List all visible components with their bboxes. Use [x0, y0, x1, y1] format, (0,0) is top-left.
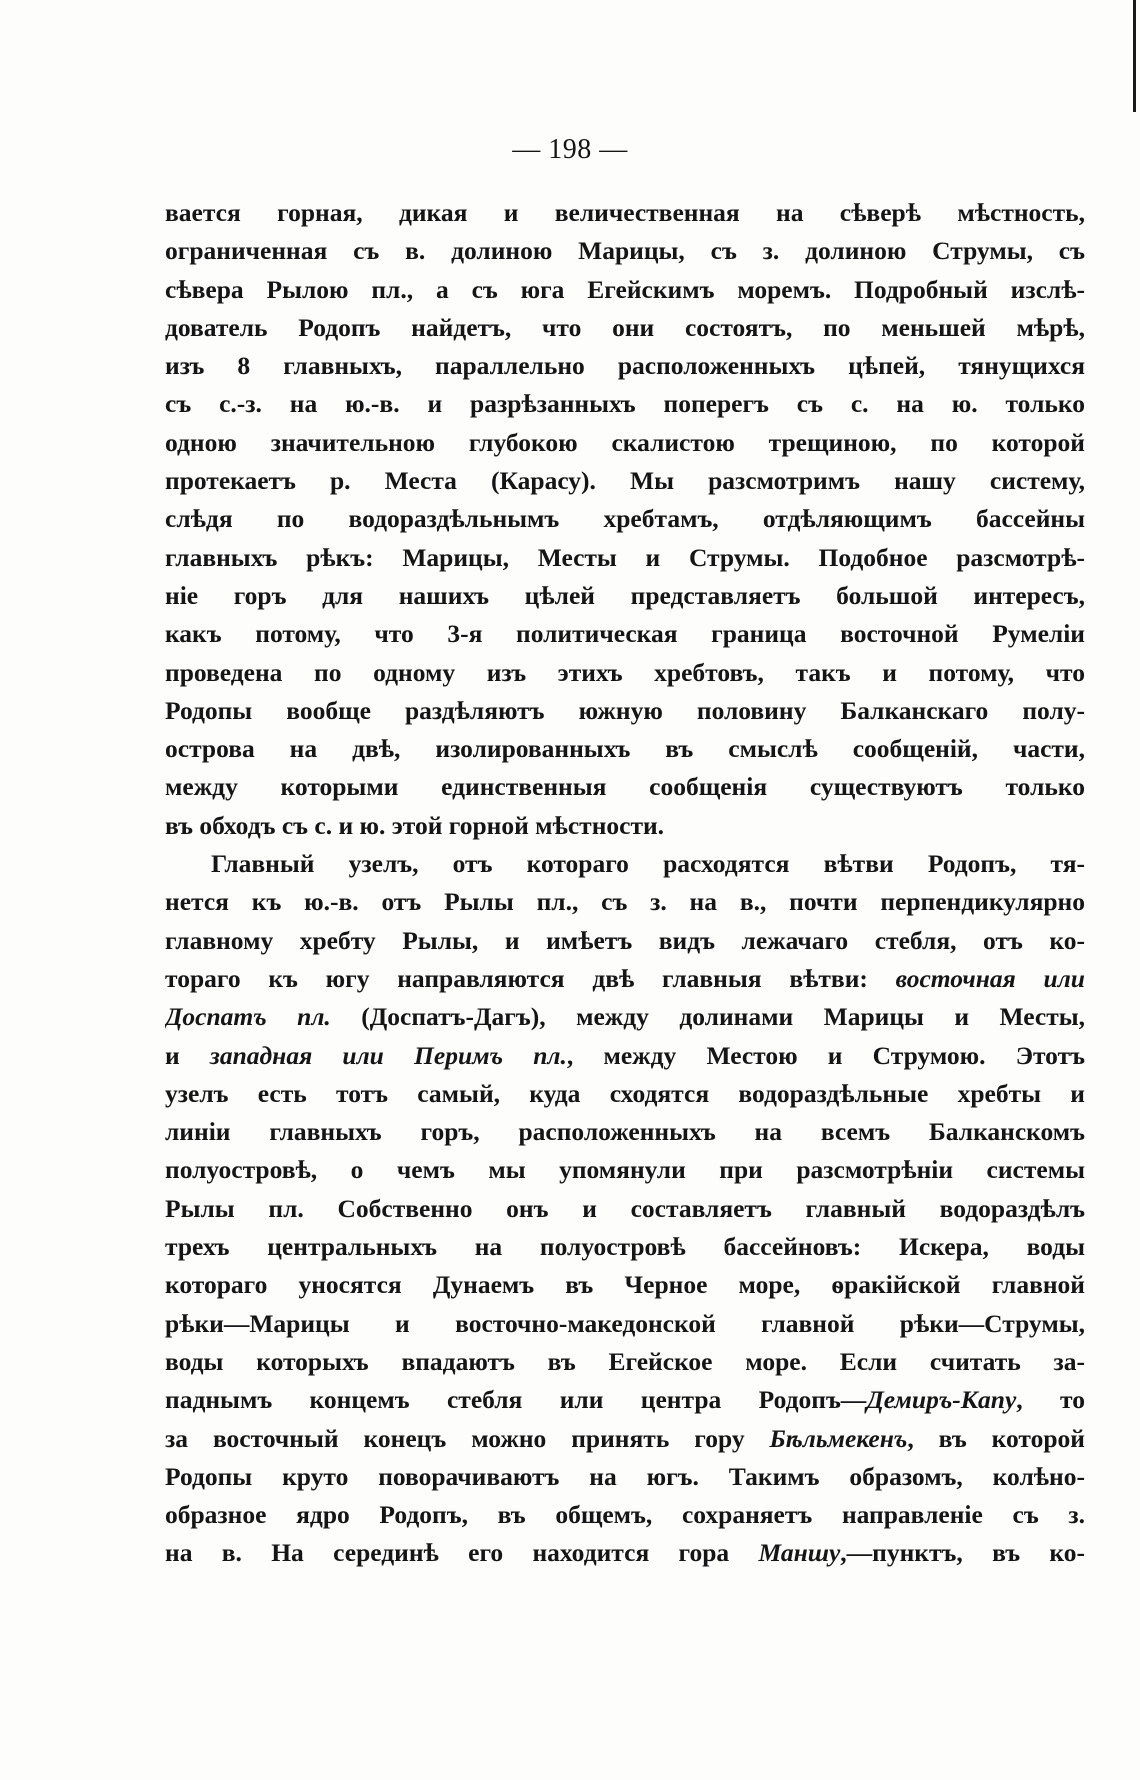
text-line — [165, 1458, 1085, 1496]
text-segment: съ с.-з. на ю.-в. и разрѣзанныхъ поперегъ съ с. на ю. только — [165, 389, 1085, 419]
text-segment: ніе горъ для нашихъ цѣлей представляетъ большой интересъ, — [165, 580, 1085, 610]
text-segment: нется къ ю.-в. отъ Рылы пл., съ з. на в., почти перпендикулярно — [165, 887, 1085, 917]
text-line — [165, 232, 1085, 270]
paragraph — [165, 194, 1085, 845]
text-segment: какъ потому, что 3-я политическая граница восточной Румеліи — [165, 619, 1085, 649]
text-segment: рѣки—Марицы и восточно-македонской главной рѣки—Струмы, — [165, 1308, 1085, 1338]
text-line — [165, 845, 1085, 883]
text-line — [165, 1496, 1085, 1534]
scan-edge-line — [1133, 0, 1136, 112]
text-segment: Родопы круто поворачиваютъ на югъ. Такимъ образомъ, колѣно- — [165, 1461, 1085, 1491]
text-segment: Главный узелъ, отъ котораго расходятся вѣтви Родопъ, тя- — [211, 849, 1085, 879]
text-segment: въ обходъ съ с. и ю. этой горной мѣстности. — [165, 810, 665, 840]
text-segment: (Доспатъ-Дагъ), между долинами Марицы и Месты, — [330, 1002, 1085, 1032]
text-line — [165, 1534, 1085, 1572]
text-segment: , между Местою и Струмою. Этотъ — [566, 1040, 1085, 1070]
text-line — [165, 768, 1085, 806]
text-line — [165, 730, 1085, 768]
text-line — [165, 1151, 1085, 1189]
text-segment: одною значительною глубокою скалистою трещиною, по которой — [165, 427, 1085, 457]
italic-term: Маншу — [758, 1538, 841, 1568]
text-body — [165, 194, 1085, 1573]
text-segment: паднымъ концемъ стебля или центра Родопъ— — [165, 1385, 867, 1415]
text-segment: главныхъ рѣкъ: Марицы, Месты и Струмы. Подобное разсмотрѣ- — [165, 542, 1085, 572]
text-line — [165, 347, 1085, 385]
text-line — [165, 807, 1085, 845]
text-line — [165, 883, 1085, 921]
text-line — [165, 424, 1085, 462]
text-segment: образное ядро Родопъ, въ общемъ, сохраняетъ направленіе съ з. — [165, 1500, 1085, 1530]
text-line — [165, 309, 1085, 347]
text-line — [165, 1113, 1085, 1151]
text-line — [165, 1343, 1085, 1381]
text-segment: ,—пунктъ, въ ко- — [840, 1538, 1085, 1568]
text-segment: протекаетъ р. Места (Карасу). Мы разсмотримъ нашу систему, — [165, 466, 1085, 496]
text-segment: и — [165, 1040, 210, 1070]
text-segment: , то — [1016, 1385, 1085, 1415]
text-line — [165, 462, 1085, 500]
text-segment: , въ которой — [907, 1423, 1085, 1453]
italic-term: западная или Перимъ пл. — [209, 1040, 567, 1070]
text-segment: за восточный конецъ можно принять гору — [165, 1423, 770, 1453]
italic-term: Бѣльмекенъ — [769, 1423, 908, 1453]
text-segment: воды которыхъ впадаютъ въ Егейское море. Если считать за- — [165, 1346, 1085, 1376]
italic-term: восточная или — [895, 963, 1085, 993]
paragraph — [165, 845, 1085, 1573]
text-line — [165, 960, 1085, 998]
text-segment: узелъ есть тотъ самый, куда сходятся водораздѣльные хребты и — [165, 1078, 1085, 1108]
italic-term: Демиръ-Капу — [866, 1385, 1017, 1415]
text-segment: котораго уносятся Дунаемъ въ Черное море, ѳракійской главной — [165, 1270, 1085, 1300]
text-line — [165, 385, 1085, 423]
text-segment: на в. На серединѣ его находится гора — [165, 1538, 759, 1568]
text-line — [165, 998, 1085, 1036]
text-segment: тораго къ югу направляются двѣ главныя вѣтви: — [165, 963, 896, 993]
text-segment: сѣвера Рылою пл., а съ юга Егейскимъ моремъ. Подробный изслѣ- — [165, 274, 1085, 304]
text-segment: Родопы вообще раздѣляютъ южную половину Балканскаго полу- — [165, 695, 1085, 725]
text-line — [165, 1037, 1085, 1075]
text-line — [165, 194, 1085, 232]
text-segment: линіи главныхъ горъ, расположенныхъ на всемъ Балканскомъ — [165, 1117, 1085, 1147]
text-segment: трехъ центральныхъ на полуостровѣ бассейновъ: Искера, воды — [165, 1232, 1085, 1262]
text-segment: слѣдя по водораздѣльнымъ хребтамъ, отдѣляющимъ бассейны — [165, 504, 1085, 534]
text-line — [165, 1305, 1085, 1343]
text-line — [165, 1381, 1085, 1419]
text-line — [165, 271, 1085, 309]
text-segment: изъ 8 главныхъ, параллельно расположенныхъ цѣпей, тянущихся — [165, 351, 1085, 381]
text-line — [165, 615, 1085, 653]
page-number: — 198 — — [512, 134, 628, 165]
text-line — [165, 654, 1085, 692]
italic-term: Доспатъ пл. — [165, 1002, 331, 1032]
text-segment: острова на двѣ, изолированныхъ въ смыслѣ сообщеній, части, — [165, 734, 1085, 764]
text-line — [165, 1420, 1085, 1458]
text-line — [165, 1075, 1085, 1113]
text-segment: проведена по одному изъ этихъ хребтовъ, такъ и потому, что — [165, 657, 1085, 687]
text-segment: вается горная, дикая и величественная на сѣверѣ мѣстность, — [165, 198, 1085, 227]
text-line — [165, 539, 1085, 577]
text-segment: между которыми единственныя сообщенія существуютъ только — [165, 772, 1085, 802]
text-line — [165, 577, 1085, 615]
text-line — [165, 692, 1085, 730]
text-line — [165, 1266, 1085, 1304]
text-line — [165, 500, 1085, 538]
text-segment: Рылы пл. Собственно онъ и составляетъ главный водораздѣлъ — [165, 1193, 1085, 1223]
text-segment: полуостровѣ, о чемъ мы упомянули при разсмотрѣніи системы — [165, 1155, 1085, 1185]
text-line — [165, 1190, 1085, 1228]
text-line — [165, 922, 1085, 960]
text-segment: главному хребту Рылы, и имѣетъ видъ лежачаго стебля, отъ ко- — [165, 925, 1085, 955]
text-line — [165, 1228, 1085, 1266]
text-segment: дователь Родопъ найдетъ, что они состоятъ, по меньшей мѣрѣ, — [165, 312, 1085, 342]
text-segment: ограниченная съ в. долиною Марицы, съ з. долиною Струмы, съ — [165, 236, 1085, 266]
